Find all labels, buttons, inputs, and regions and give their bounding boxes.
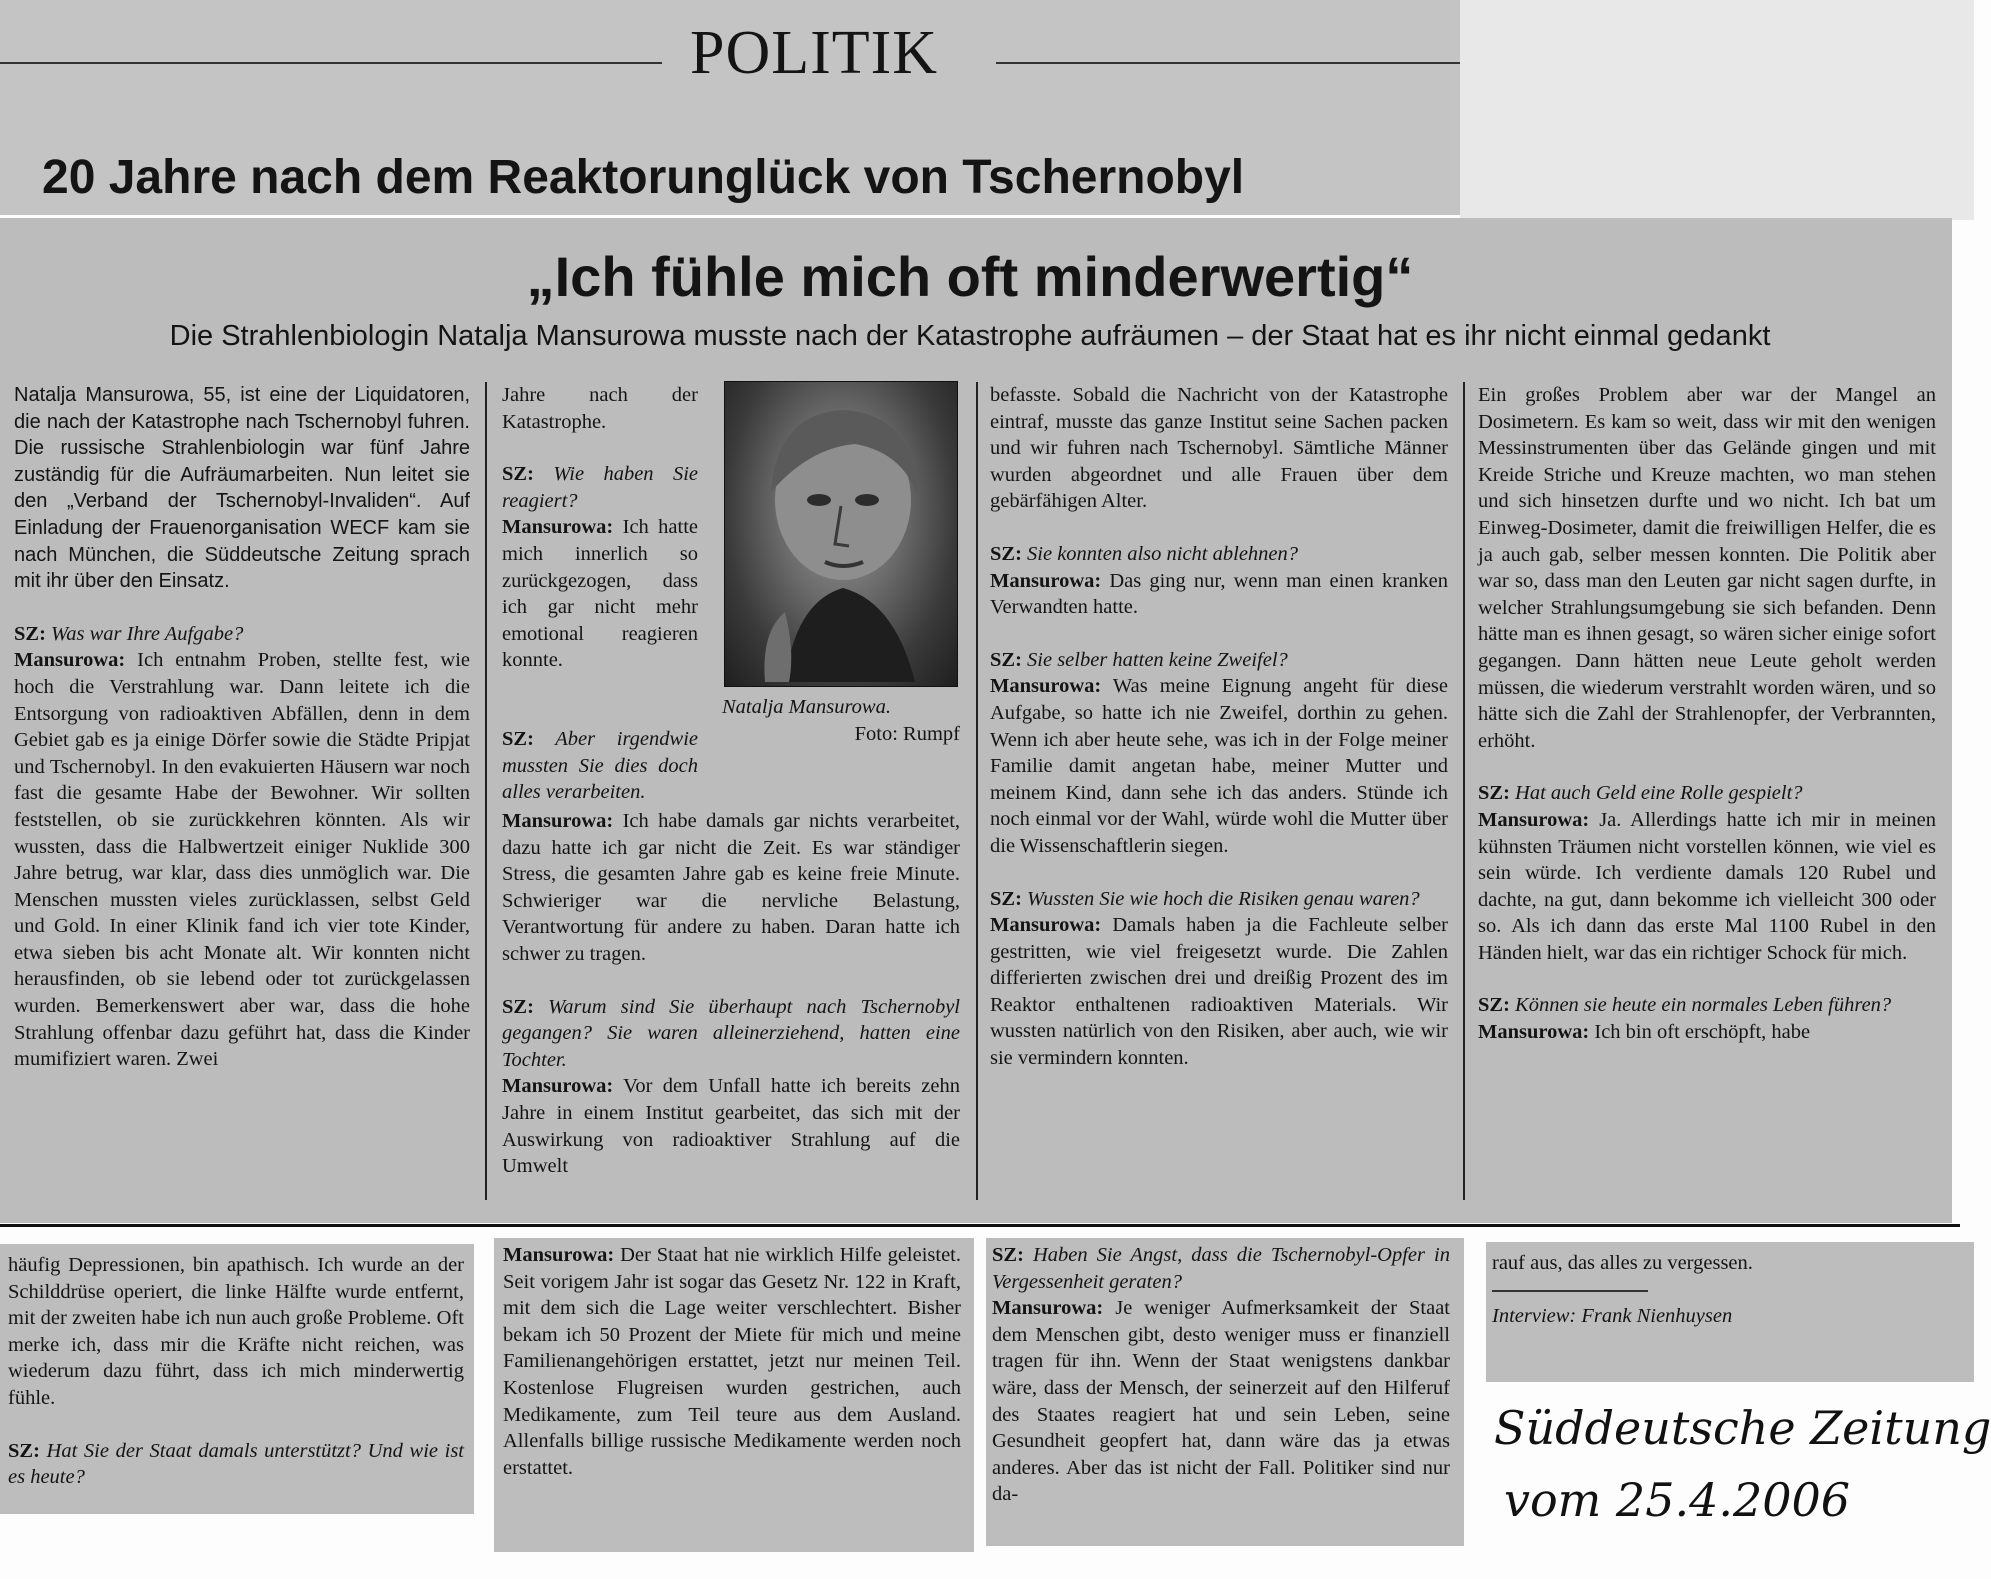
answer: Mansurowa: Ich entnahm Proben, stellte fest, wie hoch die Verstrahlung war. Dann leitete ich die Entsorgung von radioaktiven Abfällen, denn in dem Gebiet gab es ja einige Dörfer sowie die Städte Pripjat und Tschernobyl. In den evakuierten Häusern war noch fast die gesamte Habe der Bewohner. Wir sollten feststellen, ob sie zurückkehren könnten. Als wir wussten, dass die Halbwertzeit einiger Nuklide 300 Jahre betrug, war klar, dass dies unmöglich war. Die Menschen mussten vieles zurücklassen, selbst Geld und Gold. In einer Klinik fand ich vier tote Kinder, etwa sieben bis acht Monate alt. Wir konnten nicht herausfinden, ob sie lebend oder tot zurückgelassen wurden. Bemerkenswert aber war, dass die hohe Strahlung offenbar dazu geführt hat, dass die Kinder mumifiziert waren. Zwei (14, 649, 471, 1071)
column-divider (1463, 382, 1465, 1200)
question: SZ: Was war Ihre Aufgabe? (14, 622, 244, 645)
clipping-1-text (8, 1252, 464, 1512)
column-divider (485, 382, 487, 1200)
question: SZ: Haben Sie Angst, dass die Tschernobyl-Opfer in Vergessenheit geraten? (992, 1244, 1451, 1293)
caption-credit: Foto: Rumpf (854, 722, 960, 745)
question: SZ: Können sie heute ein normales Leben führen? (1478, 994, 1892, 1017)
answer: Mansurowa: Ich bin oft erschöpft, habe (1478, 1021, 1811, 1044)
column-2-top (502, 382, 698, 694)
deck: Die Strahlenbiologin Natalja Mansurowa musste nach der Katastrophe aufräumen – der Staat hat es ihr nicht einmal gedankt (169, 320, 1771, 352)
portrait-illustration (725, 382, 957, 686)
interview-credit: Interview: Frank Nienhuysen (1492, 1305, 1733, 1327)
question: SZ: Wussten Sie wie hoch die Risiken genau waren? (990, 887, 1420, 910)
continuation-text: rauf aus, das alles zu vergessen. (1492, 1252, 1753, 1274)
intro-text: Natalja Mansurowa, 55, ist eine der Liquidatoren, die nach der Katastrophe nach Tschernobyl fuhren. Die russische Strahlenbiologin war fünf Jahre zuständig für die Aufräumarbeiten. Nun leitet sie den „Verband der Tschernobyl-Invaliden“. Auf Einladung der Frauenorganisation WECF kam sie nach München, die Süddeutsche Zeitung sprach mit ihr über den Einsatz. (14, 384, 470, 593)
column-3 (990, 382, 1448, 1202)
clipping-3-text (992, 1242, 1450, 1542)
question: SZ: Sie selber hatten keine Zweifel? (990, 648, 1288, 671)
section-title: POLITIK (690, 19, 939, 87)
answer: Mansurowa: Ich habe damals gar nichts verarbeitet, dazu hatte ich gar nicht die Zeit. Es war ständiger Stress, die gesamten Jahre gab es keine freie Minute. Schwieriger war die nervliche Belastung, Verantwortung für andere zu haben. Daran hatte ich schwer zu tragen. (502, 810, 961, 965)
credit-rule (1492, 1290, 1648, 1292)
clipping-2-text (503, 1242, 961, 1548)
answer: Mansurowa: Ja. Allerdings hatte ich mir in meinen kühnsten Träumen nicht vorstellen können, wie viel es sein würde. Ich verdiente damals 120 Rubel und dachte, na gut, dann bekomme ich vielleicht 300 oder so. Als ich dann das erste Mal 1100 Rubel in den Händen hielt, war das ein richtiger Schock für mich. (1478, 808, 1936, 964)
section-rule-right (996, 62, 1460, 64)
question: SZ: Warum sind Sie überhaupt nach Tschernobyl gegangen? Sie waren alleinerziehend, hatten eine Tochter. (502, 995, 960, 1071)
answer: Mansurowa: Das ging nur, wenn man einen kranken Verwandten hatte. (990, 569, 1449, 619)
answer: Mansurowa: Je weniger Aufmerksamkeit der Staat dem Menschen gibt, desto weniger muss er finanziell tragen für ihn. Wenn der Staat wenigstens dankbar wäre, dass der Mensch, der seinerzeit auf den Hilferuf des Staates reagiert hat und sein Leben, seine Gesundheit geopfert hat, dann wäre das ja etwas anderes. Aber das ist nicht der Fall. Politiker sind nur da- (992, 1297, 1450, 1506)
scan-margin (1460, 0, 1974, 220)
handwritten-source: Süddeutsche Zeitung (1494, 1401, 1991, 1455)
subhead: 20 Jahre nach dem Reaktorunglück von Tschernobyl (42, 151, 1245, 204)
continuation-text: Jahre nach der Katastrophe. (502, 384, 698, 433)
continuation-text: häufig Depressionen, bin apathisch. Ich wurde an der Schilddrüse operiert, die linke Hälfte wurde entfernt, mit der zweiten habe ich nun auch große Probleme. Oft merke ich, dass mir die Kräfte nicht reichen, was wiederum dazu führt, dass ich mich minderwertig fühle. (8, 1254, 464, 1409)
column-4 (1478, 382, 1936, 1202)
section-rule-left (0, 62, 662, 64)
portrait-photo (724, 381, 958, 687)
answer: Mansurowa: Der Staat hat nie wirklich Hilfe geleistet. Seit vorigem Jahr ist sogar das Gesetz Nr. 122 in Kraft, mit dem sich die Lage weiter verschlechtert. Bisher bekam ich 50 Prozent der Miete für mich und meine Familienangehörigen erstattet, jetzt nur meinen Teil. Kostenlose Flugreisen wurden gestrichen, auch Medikamente, zum Teil teure aus dem Ausland. Allenfalls billige russische Medikamente werden noch erstattet. (503, 1244, 961, 1479)
column-2-bottom (502, 808, 960, 1200)
clipping-4-text (1492, 1250, 1962, 1290)
answer: Mansurowa: Damals haben ja die Fachleute selber gestritten, wie viel freigesetzt wurde. Die Zahlen differierten zwischen drei und dreißig Prozent des im Reaktor enthaltenen radioaktiven Materials. Wir wussten natürlich von den Risiken, aber auch, wie wir sie vermindern konnten. (990, 914, 1449, 1070)
question: SZ: Hat auch Geld eine Rolle gespielt? (1478, 782, 1803, 805)
handwritten-date: vom 25.4.2006 (1504, 1473, 1851, 1527)
fold-rule (0, 1224, 1960, 1227)
question: SZ: Hat Sie der Staat damals unterstützt? Und wie ist es heute? (8, 1439, 465, 1489)
headline: „Ich fühle mich oft minderwertig“ (526, 245, 1414, 308)
column-1 (14, 382, 470, 1202)
column-divider (976, 382, 978, 1200)
question: SZ: Sie konnten also nicht ablehnen? (990, 542, 1299, 565)
question: SZ: Wie haben Sie reagiert? (502, 463, 698, 512)
photo-caption (722, 694, 960, 747)
continuation-text: Ein großes Problem aber war der Mangel an Dosimetern. Es kam so weit, dass wir mit den wenigen Messinstrumenten über das Gelände gingen und mit Kreide Striche und Kreuze machten, wo man stehen und sich hinsetzen durfte und wo nicht. Ich bat um Einweg-Dosimeter, damit die freiwilligen Helfer, die es ja auch gab, selber messen konnten. Die Politik aber war so, dass man den Leuten gar nicht sagen durfte, in welcher Strahlungsumgebung sie sich befanden. Denn hätte man es ihnen gesagt, so wären sicher einige sofort gegangen. Dann hätten neue Leute geholt werden müssen, die wiederum verstrahlt worden wären, und so hätte sich die Zahl der Strahlenopfer, der Verbrannten, erhöht. (1478, 384, 1936, 752)
answer: Mansurowa: Ich hatte mich innerlich so zurückgezogen, dass ich gar nicht mehr emotional reagieren konnte. (502, 516, 699, 672)
caption-name: Natalja Mansurowa. (722, 696, 891, 718)
column-2-q3 (502, 726, 698, 804)
answer: Mansurowa: Was meine Eignung angeht für diese Aufgabe, so hatte ich nie Zweifel, dorthin zu gehen. Wenn ich aber heute sehe, was ich in der Folge meiner Familie damit angetan habe, meiner Mutter und meinem Kind, dann sehe ich das anders. Stünde ich noch einmal vor der Wahl, würde wohl die Mutter über die Wissenschaftlerin siegen. (990, 675, 1448, 857)
question: SZ: Aber irgendwie mussten Sie dies doch alles verarbeiten. (502, 728, 698, 804)
answer: Mansurowa: Vor dem Unfall hatte ich bereits zehn Jahre in einem Institut gearbeitet, das sich mit der Auswirkung von radioaktiver Strahlung auf die Umwelt (502, 1075, 960, 1178)
continuation-text: befasste. Sobald die Nachricht von der Katastrophe eintraf, musste das ganze Institut seine Sachen packen und wir fuhren nach Tschernobyl. Sämtliche Männer wurden abgeordnet und alle Frauen über dem gebärfähigen Alter. (990, 384, 1448, 513)
